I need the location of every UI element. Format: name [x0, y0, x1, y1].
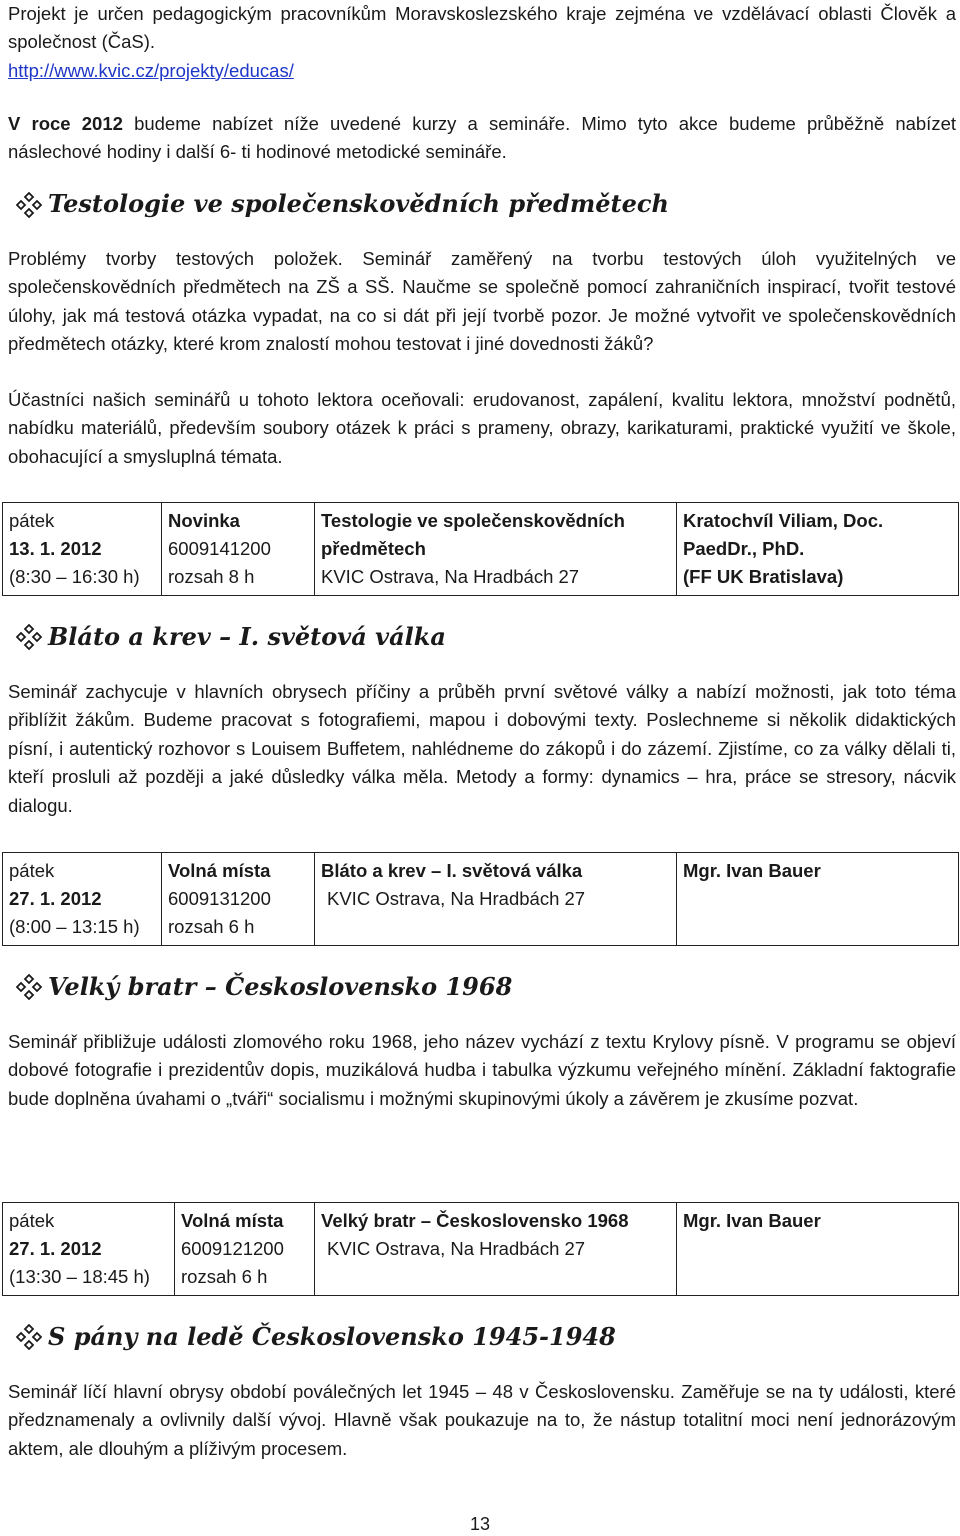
event-badge: Volná místa	[181, 1210, 284, 1231]
diamond-bullet-icon	[16, 974, 42, 1000]
event-badge: Novinka	[168, 510, 240, 531]
diamond-bullet-icon	[16, 624, 42, 650]
event-name: Velký bratr – Československo 1968	[321, 1210, 629, 1231]
section-text-testologie: Problémy tvorby testových položek. Seminář zaměřený na tvorbu testových úloh využitelných ve společenskovědních předmětech na ZŠ a SŠ. Naučme se společně pomocí zahraničních inspirací, tvořit testové úlohy, jak má testová otázka vypadat, na co si dát při její tvorbě pozor. Je možné vytvořit ve společenskovědních předmětech otázky, které krom znalostí mohou testovat i jiné dovednosti žáků?	[8, 248, 956, 355]
event-code-cell	[162, 503, 315, 596]
section-text-velky-bratr: Seminář přibližuje události zlomového roku 1968, jeho název vychází z textu Krylovy písně. V programu se objeví dobové fotografie i prezidentův dopis, muzikálová hudba i tabulka výzkumu veřejného mínění. Základní faktografie bude doplněna úvahami o „tváři“ socialismu i možnými skupinovými úkoly a závěrem je zkusíme pozvat.	[8, 1031, 956, 1109]
event-date-cell	[3, 503, 162, 596]
event-lecturer-cell	[677, 1203, 959, 1296]
event-lecturer: Kratochvíl Viliam, Doc.	[683, 510, 884, 531]
event-time: (8:30 – 16:30 h)	[9, 566, 140, 587]
event-lecturer: Mgr. Ivan Bauer	[683, 1210, 821, 1231]
event-code: 6009141200	[168, 538, 271, 559]
section-title-s-pany-na-lede: S pány na ledě Československo 1945-1948	[48, 1322, 616, 1351]
year-paragraph	[8, 110, 956, 167]
event-lecturer-title: PaedDr., PhD.	[683, 538, 805, 559]
event-date: 27. 1. 2012	[9, 888, 102, 909]
section-title-testologie: Testologie ve společenskovědních předmětech	[48, 189, 669, 218]
event-date: 27. 1. 2012	[9, 1238, 102, 1259]
event-lecturer-affiliation: (FF UK Bratislava)	[683, 566, 844, 587]
event-place: KVIC Ostrava, Na Hradbách 27	[327, 1238, 586, 1259]
event-name-cell	[315, 853, 677, 946]
event-time: (13:30 – 18:45 h)	[9, 1266, 150, 1287]
event-hours: rozsah 6 h	[181, 1266, 268, 1287]
page-number: 13	[469, 1514, 491, 1534]
event-name-cont: předmětech	[321, 538, 426, 559]
table-row	[3, 1203, 959, 1296]
event-date-cell	[3, 1203, 175, 1296]
educas-link[interactable]: http://www.kvic.cz/projekty/educas/	[8, 59, 294, 81]
year-prefix: V roce 2012	[8, 113, 123, 134]
event-code: 6009121200	[181, 1238, 284, 1259]
section-text-blato: Seminář zachycuje v hlavních obrysech příčiny a průběh první světové války a nabízí možnosti, jak toto téma přiblížit žákům. Budeme pracovat s fotografiemi, mapou i dobovými texty. Poslechneme si několik didaktických písní, i autentický rozhovor s Louisem Buffetem, nahlédneme do zákopů i do zázemí. Zjistíme, co za války dělali ti, kteří prosluli až později a jaké důsledky válka měla. Metody a formy: dynamics – hra, práce se stresory, nácvik dialogu.	[8, 681, 956, 816]
table-row	[3, 503, 959, 596]
event-place: KVIC Ostrava, Na Hradbách 27	[321, 566, 580, 587]
event-table-testologie	[2, 502, 959, 596]
event-name: Testologie ve společenskovědních	[321, 510, 625, 531]
event-code-cell	[162, 853, 315, 946]
section-text-s-pany-na-lede: Seminář líčí hlavní obrysy období poválečných let 1945 – 48 v Československu. Zaměřuje se na ty události, které předznamenaly a ovlivnily další vývoj. Hlavně však poukazuje na to, že nástup totalitní moci není jednorázovým aktem, ale dlouhým a plíživým procesem.	[8, 1381, 956, 1459]
event-name-cell	[315, 503, 677, 596]
diamond-bullet-icon	[16, 1324, 42, 1350]
event-name-cell	[315, 1203, 677, 1296]
event-table-blato	[2, 852, 959, 946]
event-lecturer-cell	[677, 853, 959, 946]
event-name: Bláto a krev – I. světová válka	[321, 860, 583, 881]
intro-paragraph	[8, 0, 956, 85]
year-text: budeme nabízet níže uvedené kurzy a semináře. Mimo tyto akce budeme průběžně nabízet náslechové hodiny i další 6- ti hodinové metodické semináře.	[8, 113, 957, 163]
intro-line: Projekt je určen pedagogickým pracovníkům Moravskoslezského kraje zejména ve vzdělávací oblasti Člověk a společnost (ČaS).	[8, 3, 956, 53]
event-lecturer: Mgr. Ivan Bauer	[683, 860, 821, 881]
event-code: 6009131200	[168, 888, 271, 909]
event-date: 13. 1. 2012	[9, 538, 102, 559]
event-hours: rozsah 6 h	[168, 916, 255, 937]
event-date-cell	[3, 853, 162, 946]
section-title-blato: Bláto a krev – I. světová válka	[48, 622, 446, 651]
section-title-velky-bratr: Velký bratr – Československo 1968	[48, 972, 513, 1001]
event-day: pátek	[9, 1210, 55, 1231]
section-text-testologie-feedback: Účastníci našich seminářů u tohoto lektora oceňovali: erudovanost, zapálení, kvalitu lektora, množství podnětů, nabídku materiálů, především soubory otázek k práci s prameny, obrazy, karikaturami, praktické využití ve škole, obohacující a smysluplná témata.	[8, 389, 956, 467]
event-day: pátek	[9, 510, 55, 531]
event-day: pátek	[9, 860, 55, 881]
event-time: (8:00 – 13:15 h)	[9, 916, 140, 937]
event-badge: Volná místa	[168, 860, 271, 881]
event-hours: rozsah 8 h	[168, 566, 255, 587]
event-lecturer-cell	[677, 503, 959, 596]
event-code-cell	[175, 1203, 315, 1296]
table-row	[3, 853, 959, 946]
event-place: KVIC Ostrava, Na Hradbách 27	[327, 888, 586, 909]
event-table-velky-bratr	[2, 1202, 959, 1296]
diamond-bullet-icon	[16, 192, 42, 218]
